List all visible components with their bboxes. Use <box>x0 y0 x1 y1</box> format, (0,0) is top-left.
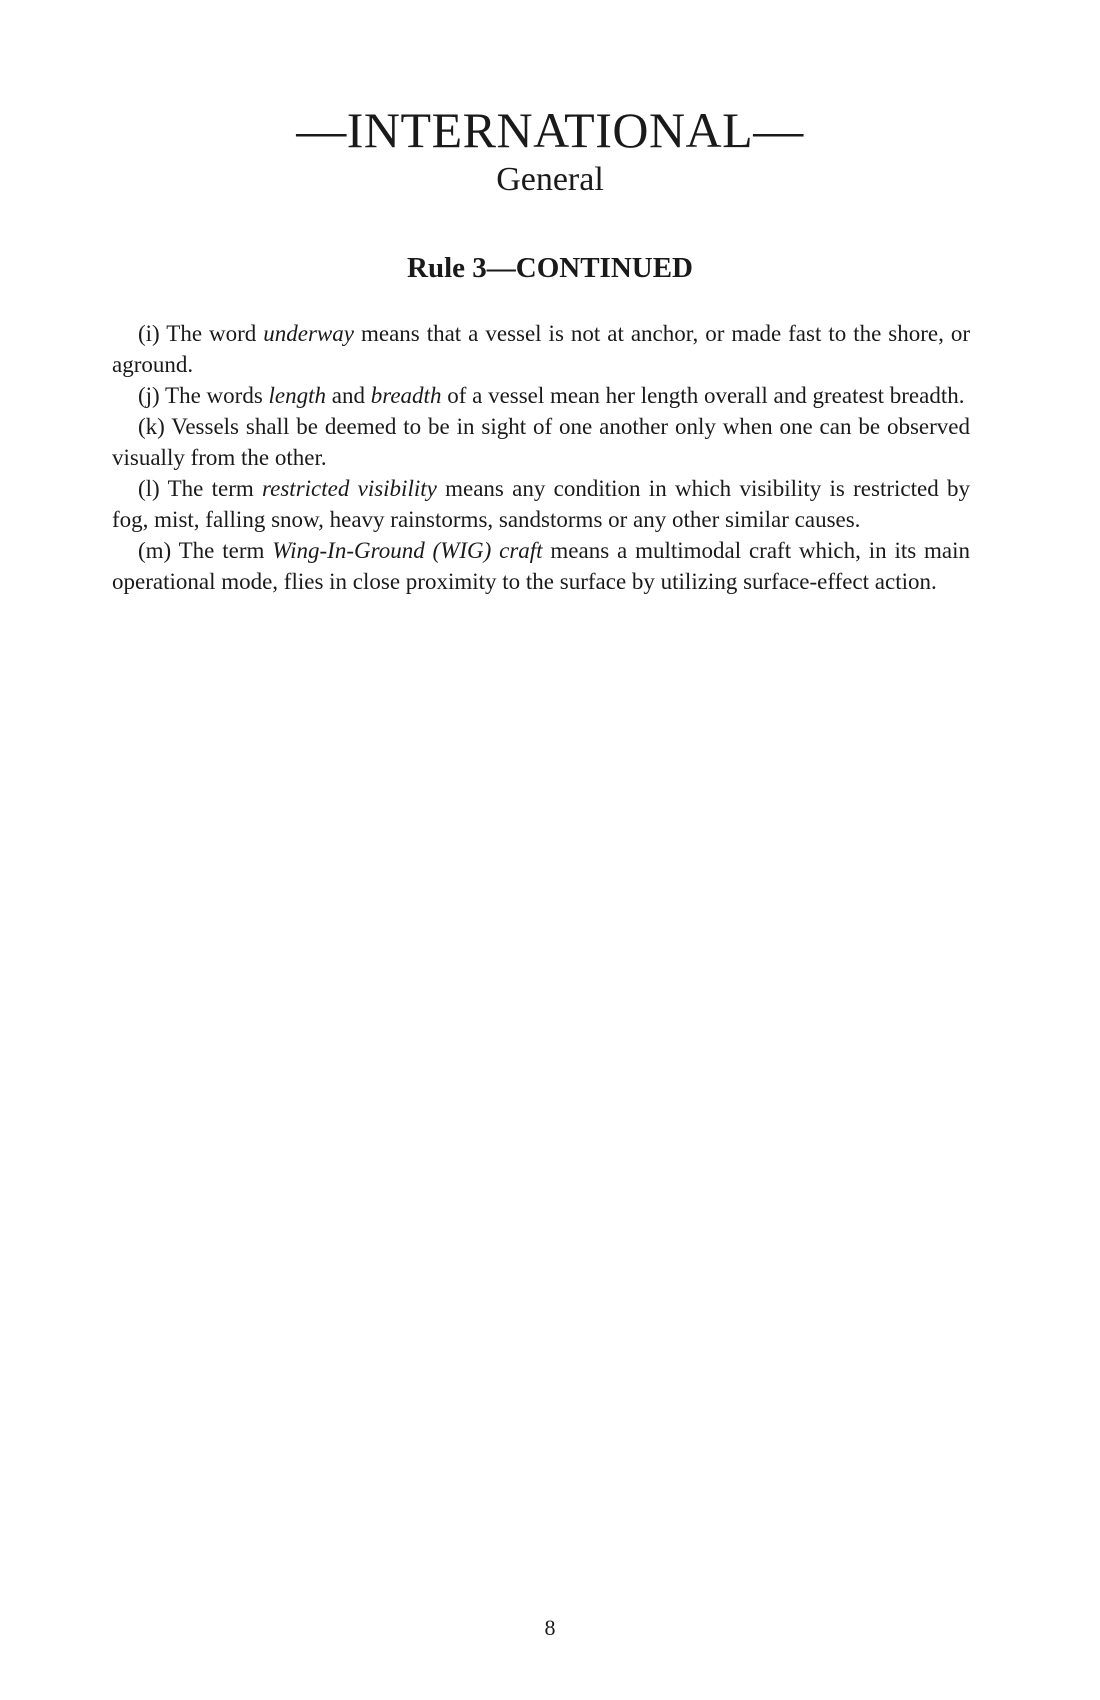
paragraph-l <box>112 473 970 535</box>
paragraph-text: means that a vessel is not at anchor, or made fast to the shore, or aground. <box>112 321 970 377</box>
paragraph-i <box>112 318 970 380</box>
paragraph-text: means any condition in which visibility is restricted by fog, mist, falling snow, heavy rainstorms, sandstorms or any other similar causes. <box>112 476 970 532</box>
paragraph-text: (i) The word <box>138 321 264 346</box>
rule-heading: Rule 3—CONTINUED <box>407 252 693 284</box>
paragraph-text: of a vessel mean her length overall and greatest breadth. <box>441 383 965 408</box>
rule-body <box>112 318 970 597</box>
section-subtitle: General <box>496 161 604 198</box>
paragraph-text: (m) The term <box>138 538 273 563</box>
defined-term: underway <box>263 321 354 346</box>
defined-term: length <box>268 383 327 408</box>
paragraph-j <box>112 380 970 411</box>
defined-term: breadth <box>370 383 442 408</box>
page-number: 8 <box>544 1615 556 1640</box>
paragraph-m <box>112 535 970 597</box>
paragraph-text: and <box>326 383 371 408</box>
defined-term: Wing-In-Ground (WIG) craft <box>272 538 543 563</box>
paragraph-text: (k) Vessels shall be deemed to be in sight of one another only when one can be observed visually from the other. <box>112 414 970 470</box>
paragraph-text: (l) The term <box>138 476 263 501</box>
section-title: —INTERNATIONAL— <box>296 102 804 158</box>
paragraph-k <box>112 411 970 473</box>
defined-term: restricted visibility <box>262 476 437 501</box>
paragraph-text: means a multimodal craft which, in its main operational mode, flies in close proximity to the surface by utilizing surface-effect action. <box>112 538 971 594</box>
paragraph-text: (j) The words <box>138 383 269 408</box>
